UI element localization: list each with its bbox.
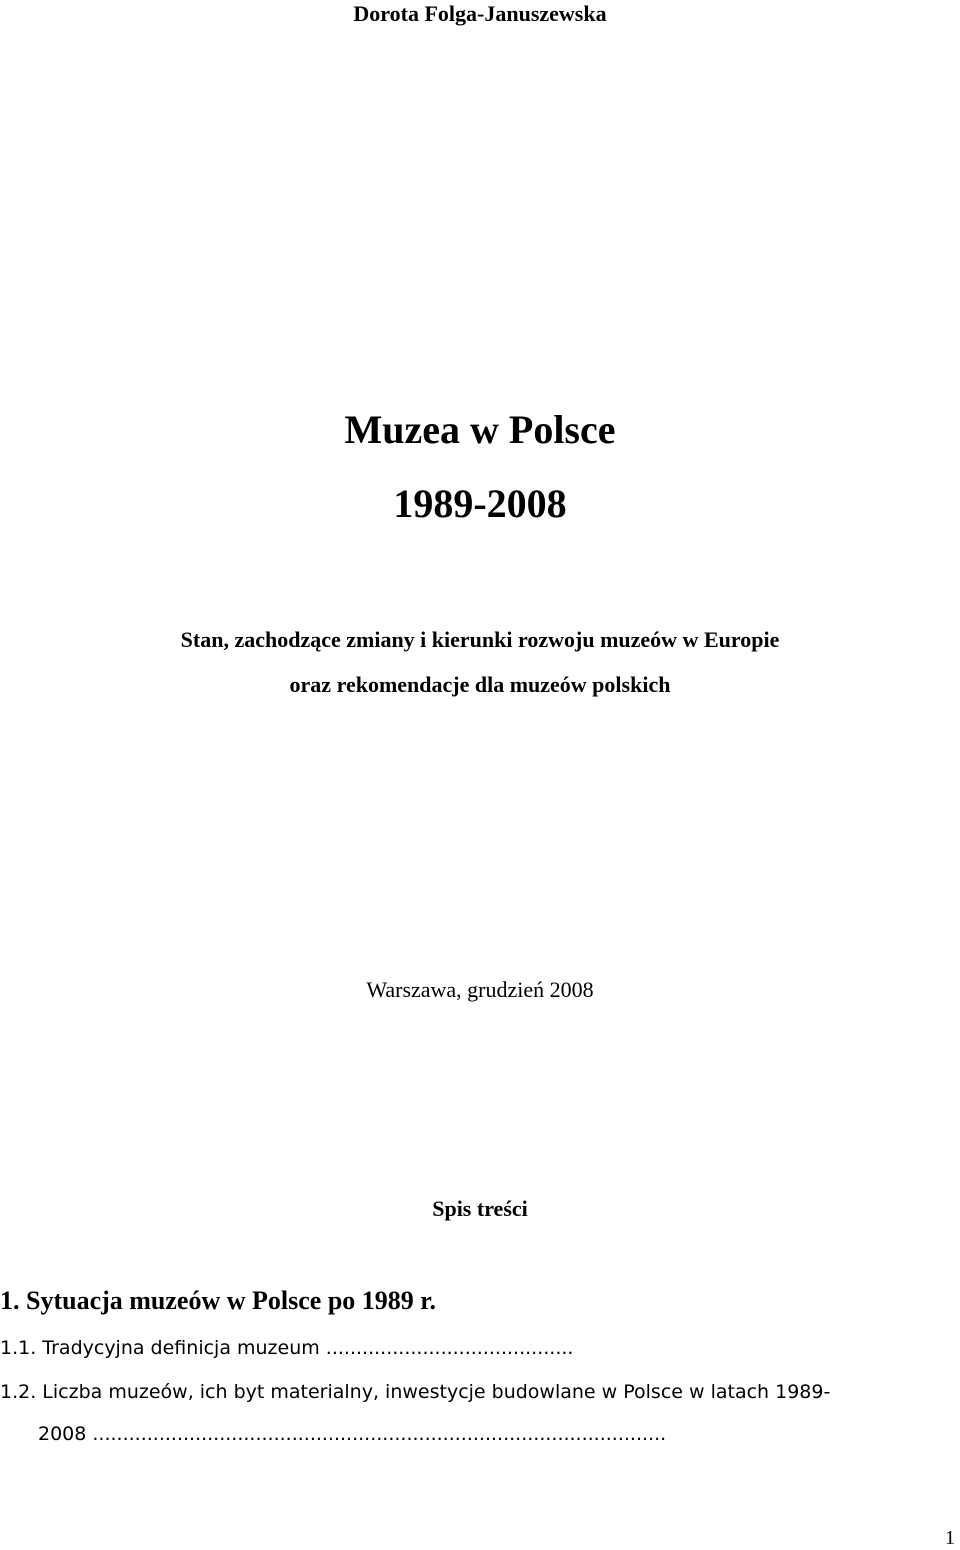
page-number: 1 bbox=[945, 1527, 955, 1549]
subtitle-line-1: Stan, zachodzące zmiany i kierunki rozwoju muzeów w Europie bbox=[180, 627, 780, 652]
document-title: Muzea w Polsce bbox=[344, 407, 616, 452]
toc-item-1-2-continuation[interactable]: 2008 ............................................................................................... bbox=[38, 1423, 667, 1445]
author-name: Dorota Folga-Januszewska bbox=[353, 1, 607, 26]
document-years: 1989-2008 bbox=[393, 481, 567, 526]
toc-item-1-2[interactable]: 1.2. Liczba muzeów, ich byt materialny, inwestycje budowlane w Polsce w latach 1989- bbox=[0, 1381, 831, 1403]
toc-section-1[interactable]: 1. Sytuacja muzeów w Polsce po 1989 r. bbox=[0, 1286, 436, 1315]
place-date: Warszawa, grudzień 2008 bbox=[366, 977, 594, 1002]
toc-title: Spis treści bbox=[432, 1196, 528, 1221]
toc-item-1-1[interactable]: 1.1. Tradycyjna definicja muzeum ......................................... bbox=[0, 1337, 574, 1359]
subtitle-line-2: oraz rekomendacje dla muzeów polskich bbox=[289, 672, 671, 697]
